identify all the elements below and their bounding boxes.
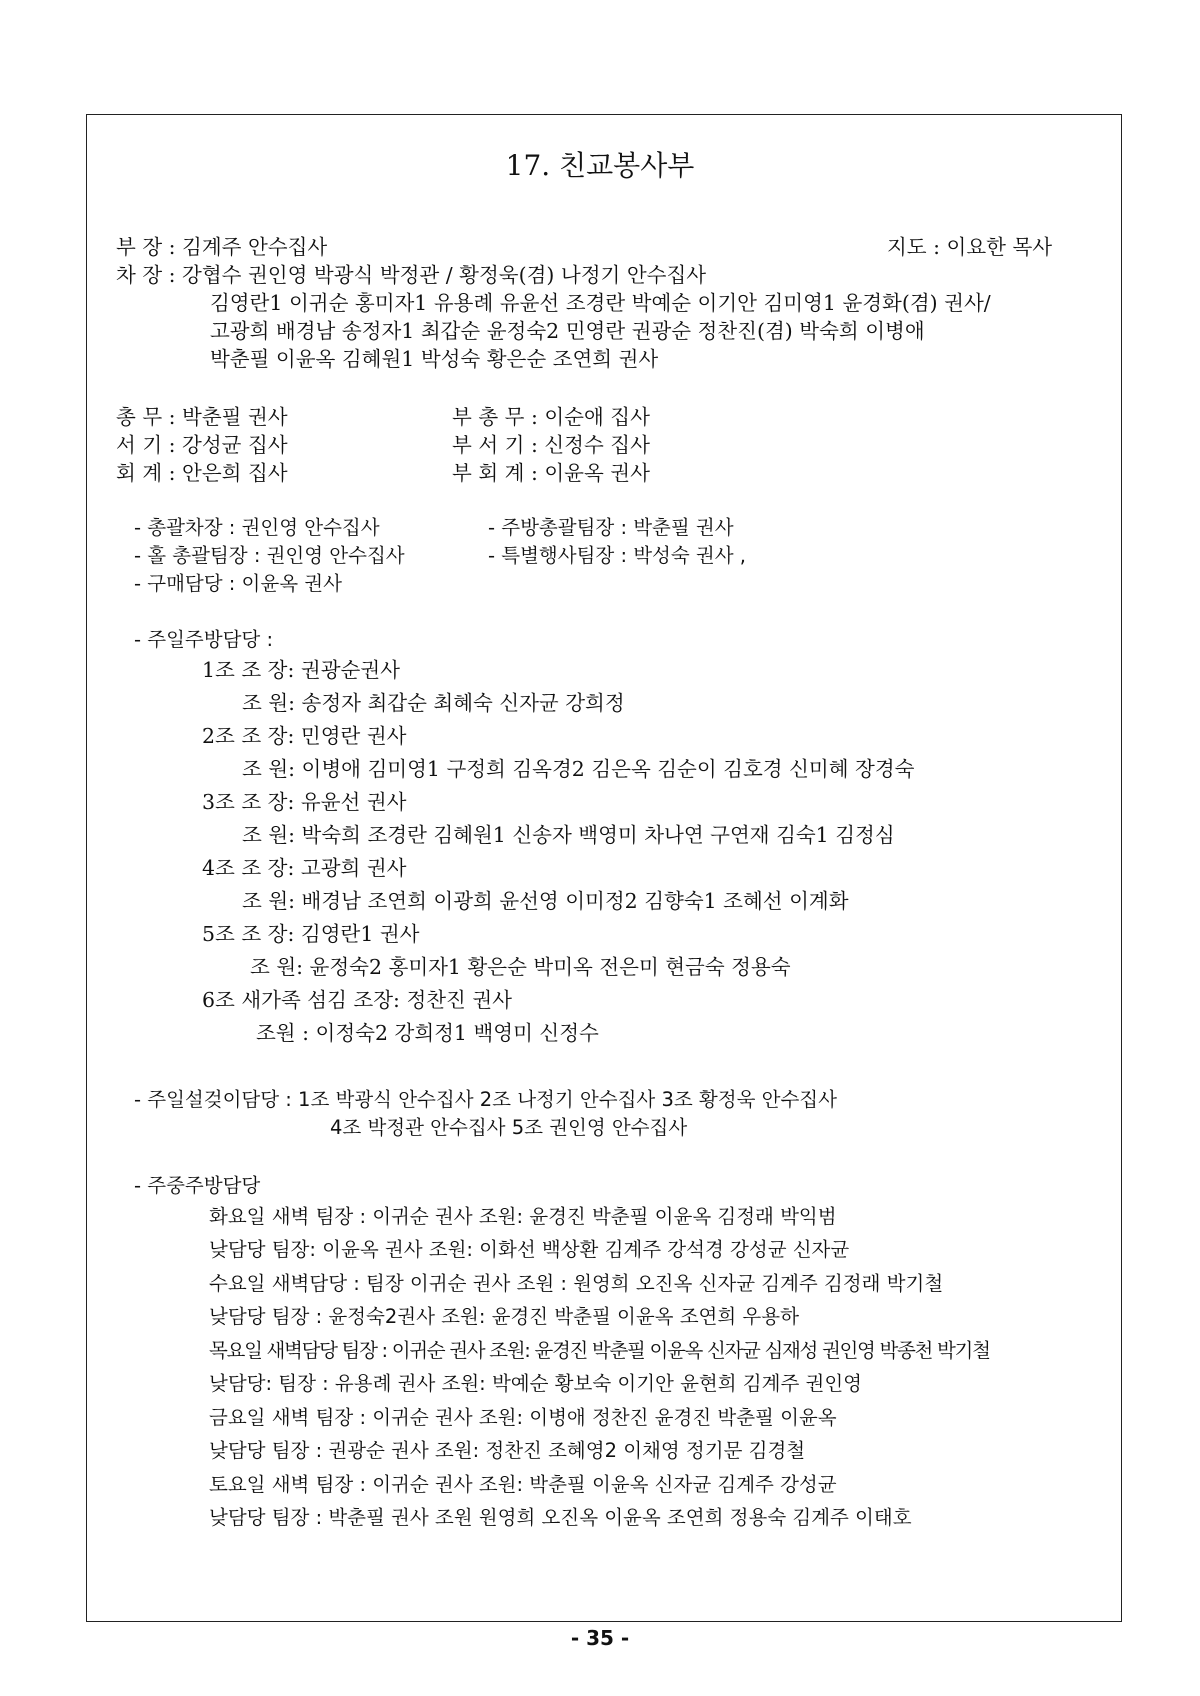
weekday-kitchen-header: - 주중주방담당 <box>134 1174 261 1197</box>
group-leader: 6조 새가족 섬김 조장: 정찬진 권사 <box>202 988 512 1012</box>
page-title: 17. 친교봉사부 <box>505 149 695 182</box>
weekday-duty-line: 낮담당 팀장 : 윤정숙2권사 조원: 윤경진 박춘필 이윤옥 조연희 우용하 <box>209 1305 799 1328</box>
weekday-duty-line: 낮담당 팀장: 이윤옥 권사 조원: 이화선 백상환 김계주 강석경 강성균 신자균 <box>209 1238 850 1261</box>
group-members: 조 원: 배경남 조연희 이광희 윤선영 이미정2 김향숙1 조혜선 이계화 <box>242 889 849 913</box>
group-leader: 5조 조 장: 김영란1 권사 <box>202 922 420 946</box>
sunday-kitchen-header: - 주일주방담당 : <box>134 628 274 651</box>
officer-treasurer: 회 계 : 안은희 집사 <box>116 461 288 485</box>
weekday-duty-line: 수요일 새벽담당 : 팀장 이귀순 권사 조원 : 원영희 오진옥 신자균 김계주 김정래 박기철 <box>209 1272 944 1295</box>
role-item: - 특별행사팀장 : 박성숙 권사 , <box>488 544 747 567</box>
officer-general: 총 무 : 박춘필 권사 <box>116 405 288 429</box>
group-members: 조원 : 이정숙2 강희정1 백영미 신정수 <box>256 1021 599 1045</box>
group-members: 조 원: 윤정숙2 홍미자1 황은순 박미옥 전은미 현금숙 정용숙 <box>250 955 791 979</box>
weekday-duty-line: 낮담당 팀장 : 권광순 권사 조원: 정찬진 조혜영2 이채영 정기문 김경철 <box>209 1439 806 1462</box>
group-leader: 2조 조 장: 민영란 권사 <box>202 724 407 748</box>
weekday-duty-line: 화요일 새벽 팀장 : 이귀순 권사 조원: 윤경진 박춘필 이윤옥 김정래 박익범 <box>209 1205 837 1228</box>
group-members: 조 원: 이병애 김미영1 구정희 김옥경2 김은옥 김순이 김호경 신미혜 장경숙 <box>242 757 915 781</box>
officer-vice-treasurer: 부 회 계 : 이윤옥 권사 <box>452 461 650 485</box>
role-item: - 구매담당 : 이윤옥 권사 <box>134 572 342 595</box>
role-item: - 홀 총괄팀장 : 권인영 안수집사 <box>134 544 405 567</box>
weekday-duty-line: 목요일 새벽담당 팀장 : 이귀순 권사 조원: 윤경진 박춘필 이윤옥 신자균 심재성 권인영 박종천 박기철 <box>209 1339 990 1362</box>
officer-vice-general: 부 총 무 : 이순애 집사 <box>452 405 650 429</box>
vice-heads-line: 김영란1 이귀순 홍미자1 유용례 유윤선 조경란 박예순 이기안 김미영1 윤경화(겸) 권사/ <box>210 291 991 315</box>
officer-secretary: 서 기 : 강성균 집사 <box>116 433 288 457</box>
department-head: 부 장 : 김계주 안수집사 <box>116 235 328 259</box>
role-item: - 주방총괄팀장 : 박춘필 권사 <box>488 516 734 539</box>
weekday-duty-line: 낮담당 팀장 : 박춘필 권사 조원 원영희 오진옥 이윤옥 조연희 정용숙 김계주 이태호 <box>209 1506 912 1529</box>
group-leader: 3조 조 장: 유윤선 권사 <box>202 790 407 814</box>
group-leader: 1조 조 장: 권광순권사 <box>202 658 400 682</box>
advisor: 지도 : 이요한 목사 <box>887 235 1053 259</box>
vice-heads-line: 박춘필 이윤옥 김혜원1 박성숙 황은순 조연희 권사 <box>210 347 659 371</box>
group-members: 조 원: 박숙희 조경란 김혜원1 신송자 백영미 차나연 구연재 김숙1 김정심 <box>242 823 895 847</box>
vice-heads-line: 고광희 배경남 송정자1 최갑순 윤정숙2 민영란 권광순 정찬진(겸) 박숙희 이병애 <box>210 319 925 343</box>
group-members: 조 원: 송정자 최갑순 최혜숙 신자균 강희정 <box>242 691 625 715</box>
dishwashing-line: - 주일설겆이담당 : 1조 박광식 안수집사 2조 나정기 안수집사 3조 황정욱 안수집사 <box>134 1088 837 1111</box>
officer-vice-secretary: 부 서 기 : 신정수 집사 <box>452 433 650 457</box>
weekday-duty-line: 낮담당: 팀장 : 유용례 권사 조원: 박예순 황보숙 이기안 윤현희 김계주 권인영 <box>209 1372 863 1395</box>
weekday-duty-line: 토요일 새벽 팀장 : 이귀순 권사 조원: 박춘필 이윤옥 신자균 김계주 강성균 <box>209 1473 837 1496</box>
dishwashing-line: 4조 박정관 안수집사 5조 권인영 안수집사 <box>330 1116 688 1139</box>
role-item: - 총괄차장 : 권인영 안수집사 <box>134 516 380 539</box>
weekday-duty-line: 금요일 새벽 팀장 : 이귀순 권사 조원: 이병애 정찬진 윤경진 박춘필 이윤옥 <box>209 1406 837 1429</box>
page-number: - 35 - <box>570 1626 630 1650</box>
group-leader: 4조 조 장: 고광희 권사 <box>202 856 407 880</box>
vice-heads-line: 차 장 : 강협수 권인영 박광식 박정관 / 황정욱(겸) 나정기 안수집사 <box>116 263 707 287</box>
